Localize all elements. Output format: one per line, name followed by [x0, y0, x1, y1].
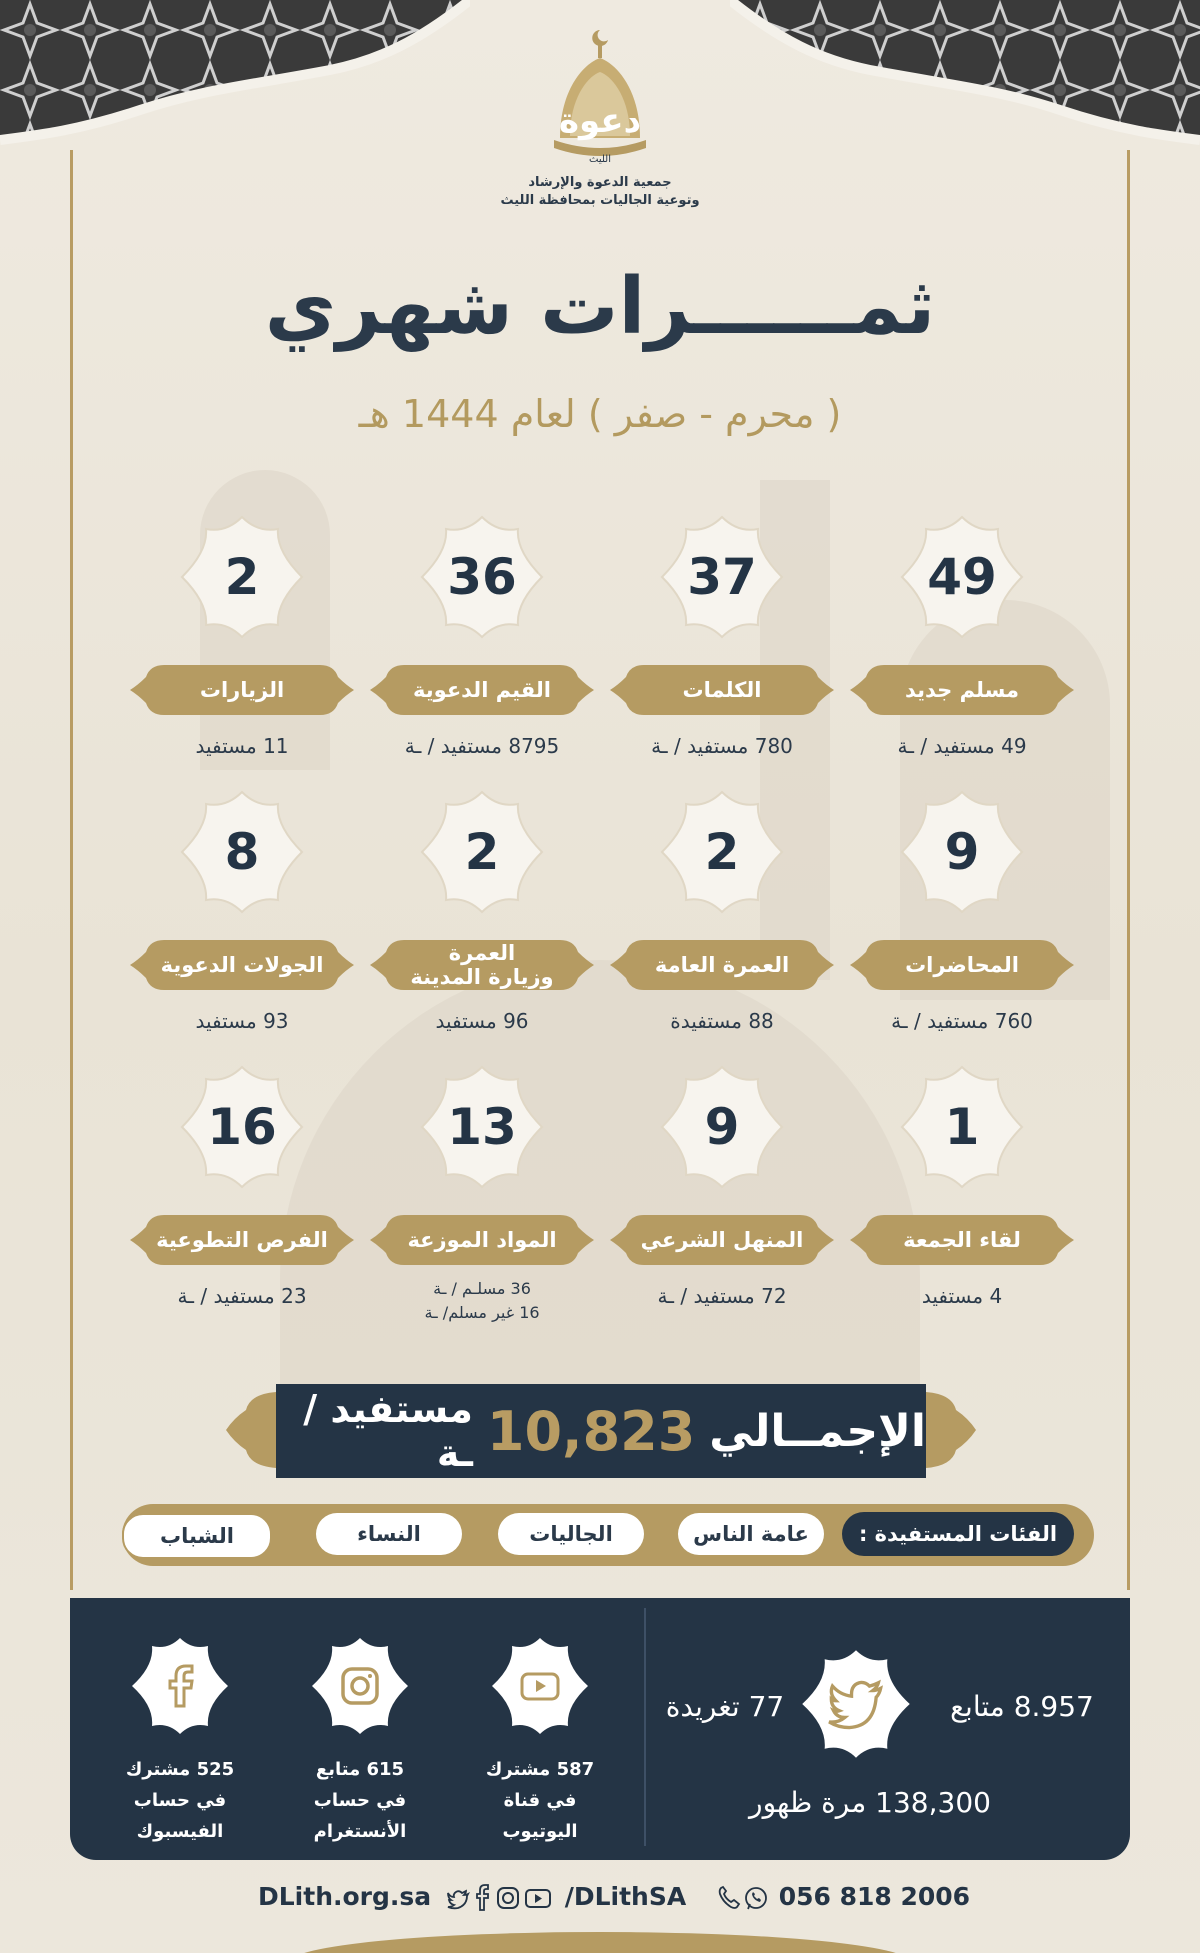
twitter-impressions: 138,300 مرة ظهور [749, 1786, 991, 1819]
stat-beneficiaries [130, 1008, 354, 1034]
stat-label-pill [370, 657, 594, 723]
stat-beneficiaries-line1: 4 مستفيد [921, 1284, 1003, 1308]
stat-beneficiaries-line1: 96 مستفيد [435, 1009, 529, 1033]
stat-beneficiaries [610, 1008, 834, 1034]
stat-label-pill [370, 932, 594, 998]
facebook-icon [130, 1636, 230, 1736]
instagram-line3: الأنستغرام [313, 1821, 407, 1842]
stat-label [630, 657, 814, 723]
stat-badge [900, 1065, 1024, 1189]
footer-website[interactable]: DLith.org.sa [258, 1882, 432, 1911]
stat-beneficiaries [370, 733, 594, 759]
stat-card [130, 1065, 350, 1325]
stat-card [610, 1065, 830, 1325]
stat-value: 16 [207, 1098, 277, 1156]
stat-label-line1: الزيارات [199, 678, 285, 702]
stat-label [390, 932, 574, 998]
stat-value: 2 [464, 823, 500, 881]
stat-label-line1: الكلمات [682, 678, 762, 702]
stat-card [610, 790, 830, 1050]
stat-label-line1: القيم الدعوية [413, 678, 551, 702]
instagram-followers: 615 متابع [315, 1759, 405, 1780]
stat-badge [420, 515, 544, 639]
stat-beneficiaries-line1: 8795 مستفيد / ـة [404, 734, 560, 758]
categories-bar [122, 1504, 1094, 1566]
stat-label-pill [610, 932, 834, 998]
category-youth: الشباب [122, 1513, 272, 1559]
footer-phone[interactable] [716, 1882, 970, 1912]
stat-value: 37 [687, 548, 757, 606]
stat-label-line1: الفرص التطوعية [156, 1228, 328, 1252]
stat-label-line1: الجولات الدعوية [160, 953, 324, 977]
stat-beneficiaries-line1: 23 مستفيد / ـة [177, 1284, 307, 1308]
social-icons-row [446, 1884, 556, 1912]
ornament-corner-left [0, 0, 470, 160]
stat-label-pill [850, 657, 1074, 723]
category-women: النساء [316, 1513, 462, 1555]
stat-beneficiaries [130, 1283, 354, 1309]
ornament-corner-right [730, 0, 1200, 160]
org-name-line1: جمعية الدعوة والإرشاد [528, 175, 672, 190]
facebook-line3: الفيسبوك [136, 1821, 224, 1842]
stat-card [850, 515, 1070, 775]
stat-card [370, 515, 590, 775]
category-communities: الجاليات [498, 1513, 644, 1555]
social-stats-panel [70, 1598, 1130, 1860]
stat-label [150, 657, 334, 723]
stat-value: 8 [224, 823, 260, 881]
stat-value: 13 [447, 1098, 517, 1156]
stat-label-line1: مسلم جديد [905, 678, 1020, 702]
stat-badge [180, 515, 304, 639]
org-name-line2: وتوعية الجاليات بمحافظة الليث [500, 193, 700, 208]
youtube-line2: في قناة [503, 1790, 577, 1811]
panel-divider [644, 1608, 646, 1846]
stat-label-line2: وزيارة المدينة [410, 965, 554, 989]
footer-social-handle[interactable] [446, 1882, 686, 1912]
stat-beneficiaries [370, 1008, 594, 1034]
stat-beneficiaries-line1: 72 مستفيد / ـة [657, 1284, 787, 1308]
stat-value: 2 [224, 548, 260, 606]
total-unit: مستفيد / ـة [303, 1387, 473, 1475]
stat-beneficiaries-line1: 49 مستفيد / ـة [897, 734, 1027, 758]
stat-badge [660, 515, 784, 639]
stat-beneficiaries-line1: 93 مستفيد [195, 1009, 289, 1033]
page-subtitle: ( محرم - صفر ) لعام 1444 هـ [358, 392, 842, 436]
frame-line-right [1127, 150, 1130, 1590]
social-handle-text: /DLithSA [564, 1882, 687, 1911]
stat-badge [420, 1065, 544, 1189]
stat-label [630, 1207, 814, 1273]
stat-label [150, 932, 334, 998]
stat-label [630, 932, 814, 998]
stat-label-pill [370, 1207, 594, 1273]
frame-line-left [70, 150, 73, 1590]
stat-badge [180, 1065, 304, 1189]
stat-label [390, 1207, 574, 1273]
svg-text:دعوة: دعوة [558, 101, 642, 141]
stat-value: 2 [704, 823, 740, 881]
stat-label-pill [850, 1207, 1074, 1273]
stat-label [150, 1207, 334, 1273]
stat-badge [180, 790, 304, 914]
stat-value: 1 [944, 1098, 980, 1156]
twitter-tweets: 77 تغريدة [665, 1690, 785, 1723]
stat-beneficiaries-line2: 16 غير مسلم/ ـة [424, 1303, 540, 1322]
stat-label-line1: العمرة [448, 941, 516, 965]
stat-beneficiaries-line1: 88 مستفيدة [670, 1009, 774, 1033]
stat-beneficiaries-line1: 11 مستفيد [195, 734, 289, 758]
stat-beneficiaries [850, 1283, 1074, 1309]
stat-beneficiaries [610, 1283, 834, 1309]
association-logo [540, 28, 660, 168]
stat-value: 9 [944, 823, 980, 881]
stat-card [610, 515, 830, 775]
stat-beneficiaries-line1: 780 مستفيد / ـة [651, 734, 793, 758]
stat-label-line1: العمرة العامة [654, 953, 790, 977]
organization-name [420, 174, 780, 210]
stat-card [130, 515, 350, 775]
stat-badge [420, 790, 544, 914]
stat-beneficiaries [370, 1277, 594, 1325]
stat-badge [660, 1065, 784, 1189]
total-value: 10,823 [486, 1399, 696, 1463]
youtube-line3: اليوتيوب [502, 1821, 578, 1842]
stat-value: 49 [927, 548, 997, 606]
stat-label [390, 657, 574, 723]
categories-label: الفئات المستفيدة : [842, 1512, 1074, 1556]
facebook-line2: في حساب [133, 1790, 227, 1811]
total-banner [226, 1380, 976, 1480]
stat-label-pill [610, 1207, 834, 1273]
stat-label [870, 1207, 1054, 1273]
stat-beneficiaries [850, 733, 1074, 759]
bottom-decorative-arc [290, 1932, 910, 1953]
stat-card [130, 790, 350, 1050]
stat-badge [660, 790, 784, 914]
stat-card [850, 1065, 1070, 1325]
phone-number-text: 056 818 2006 [778, 1882, 971, 1911]
stat-beneficiaries [610, 733, 834, 759]
stat-label-line1: المنهل الشرعي [640, 1228, 804, 1252]
stat-card [370, 1065, 590, 1325]
stat-beneficiaries-line1: 760 مستفيد / ـة [891, 1009, 1033, 1033]
stat-label-pill [610, 657, 834, 723]
stat-label-pill [130, 1207, 354, 1273]
twitter-followers: 8.957 متابع [950, 1690, 1094, 1723]
total-label: الإجمــالي [709, 1405, 926, 1457]
category-general-public: عامة الناس [678, 1513, 824, 1555]
page-title: ثمــــــرات شهري [264, 262, 936, 352]
stat-label-line1: لقاء الجمعة [903, 1228, 1021, 1252]
stat-label-pill [850, 932, 1074, 998]
stat-value: 36 [447, 548, 517, 606]
stat-label-line1: المحاضرات [905, 953, 1019, 977]
twitter-icon [800, 1648, 912, 1760]
facebook-subscribers: 525 مشترك [125, 1759, 235, 1780]
stat-label [870, 657, 1054, 723]
stat-label-pill [130, 932, 354, 998]
stat-label-line1: المواد الموزعة [407, 1228, 557, 1252]
stat-badge [900, 515, 1024, 639]
stat-beneficiaries-line1: 36 مسلـم / ـة [433, 1279, 531, 1298]
total-box [276, 1384, 926, 1478]
stat-label [870, 932, 1054, 998]
phone-whatsapp-icons [716, 1884, 770, 1912]
stat-card [370, 790, 590, 1050]
svg-text:الليث: الليث [589, 154, 611, 165]
stat-label-pill [130, 657, 354, 723]
stat-badge [900, 790, 1024, 914]
instagram-icon [310, 1636, 410, 1736]
instagram-line2: في حساب [313, 1790, 407, 1811]
stat-beneficiaries [850, 1008, 1074, 1034]
youtube-icon [490, 1636, 590, 1736]
stat-card [850, 790, 1070, 1050]
youtube-subscribers: 587 مشترك [485, 1759, 595, 1780]
stat-beneficiaries [130, 733, 354, 759]
stat-value: 9 [704, 1098, 740, 1156]
